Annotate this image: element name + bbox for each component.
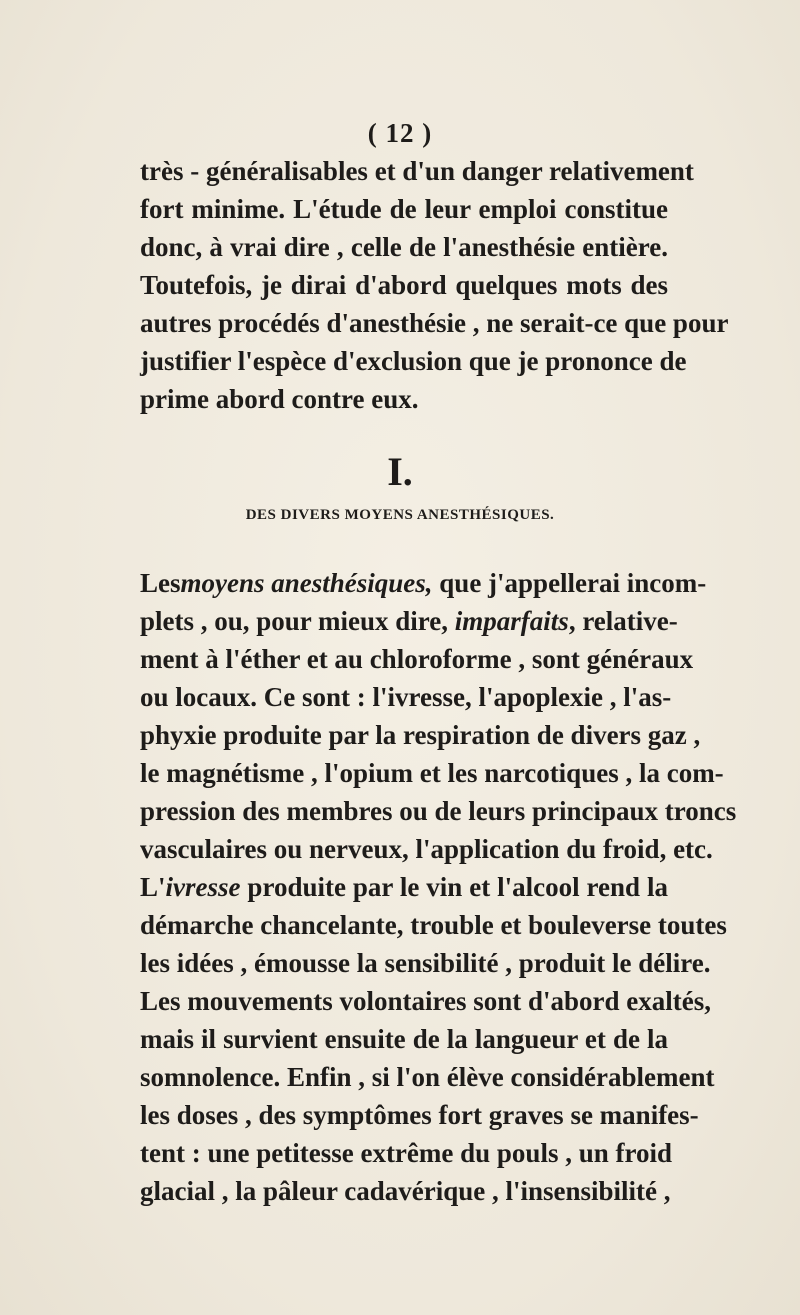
text-line: les doses , des symptômes fort graves se manifes- bbox=[140, 1100, 699, 1130]
text-line: fort minime. L'étude de leur emploi constitue bbox=[140, 194, 668, 224]
text-line: glacial , la pâleur cadavérique , l'insensibilité , bbox=[140, 1176, 671, 1206]
text-line: ou locaux. Ce sont : l'ivresse, l'apoplexie , l'as- bbox=[140, 682, 672, 712]
main-paragraph bbox=[140, 564, 737, 1210]
text-line: vasculaires ou nerveux, l'application du froid, etc. bbox=[140, 834, 713, 864]
text-line: Les mouvements volontaires sont d'abord exaltés, bbox=[140, 986, 711, 1016]
text-line: les idées , émousse la sensibilité , produit le délire. bbox=[140, 948, 711, 978]
page-number: ( 12 ) bbox=[367, 118, 433, 148]
text-line: autres procédés d'anesthésie , ne serait-ce que pour bbox=[140, 308, 729, 338]
text-run: que j'appellerai incom- bbox=[432, 568, 707, 598]
text-line: donc, à vrai dire , celle de l'anesthésie entière. bbox=[140, 232, 668, 262]
text-line: justifier l'espèce d'exclusion que je prononce de bbox=[140, 346, 687, 376]
text-line: démarche chancelante, trouble et bouleverse toutes bbox=[140, 910, 727, 940]
text-run: Les bbox=[140, 568, 181, 598]
text-run: L' bbox=[140, 872, 166, 902]
text-line: pression des membres ou de leurs principaux troncs bbox=[140, 796, 737, 826]
text-line: très - généralisables et d'un danger relativement bbox=[140, 156, 694, 186]
text-line: Toutefois, je dirai d'abord quelques mots des bbox=[140, 270, 668, 300]
section-number: I. bbox=[387, 449, 413, 494]
text-line bbox=[140, 564, 707, 602]
italic-term: imparfaits bbox=[454, 606, 569, 636]
text-line: phyxie produite par la respiration de divers gaz , bbox=[140, 720, 701, 750]
text-line: prime abord contre eux. bbox=[140, 384, 419, 414]
text-run: plets , ou, pour mieux dire, bbox=[140, 606, 455, 636]
intro-paragraph bbox=[140, 152, 729, 418]
text-line bbox=[140, 868, 668, 906]
italic-term: moyens anesthésiques, bbox=[180, 568, 433, 598]
text-line: ment à l'éther et au chloroforme , sont généraux bbox=[140, 644, 694, 674]
italic-term: ivresse bbox=[165, 872, 241, 902]
text-run: , relative- bbox=[568, 606, 678, 636]
section-title: DES DIVERS MOYENS ANESTHÉSIQUES. bbox=[245, 507, 555, 523]
text-line: tent : une petitesse extrême du pouls , un froid bbox=[140, 1138, 672, 1168]
text-run: produite par le vin et l'alcool rend la bbox=[240, 872, 668, 902]
text-line: mais il survient ensuite de la langueur et de la bbox=[140, 1024, 668, 1054]
text-line: somnolence. Enfin , si l'on élève considérablement bbox=[140, 1062, 715, 1092]
text-line bbox=[140, 602, 678, 640]
text-line: le magnétisme , l'opium et les narcotiques , la com- bbox=[140, 758, 724, 788]
